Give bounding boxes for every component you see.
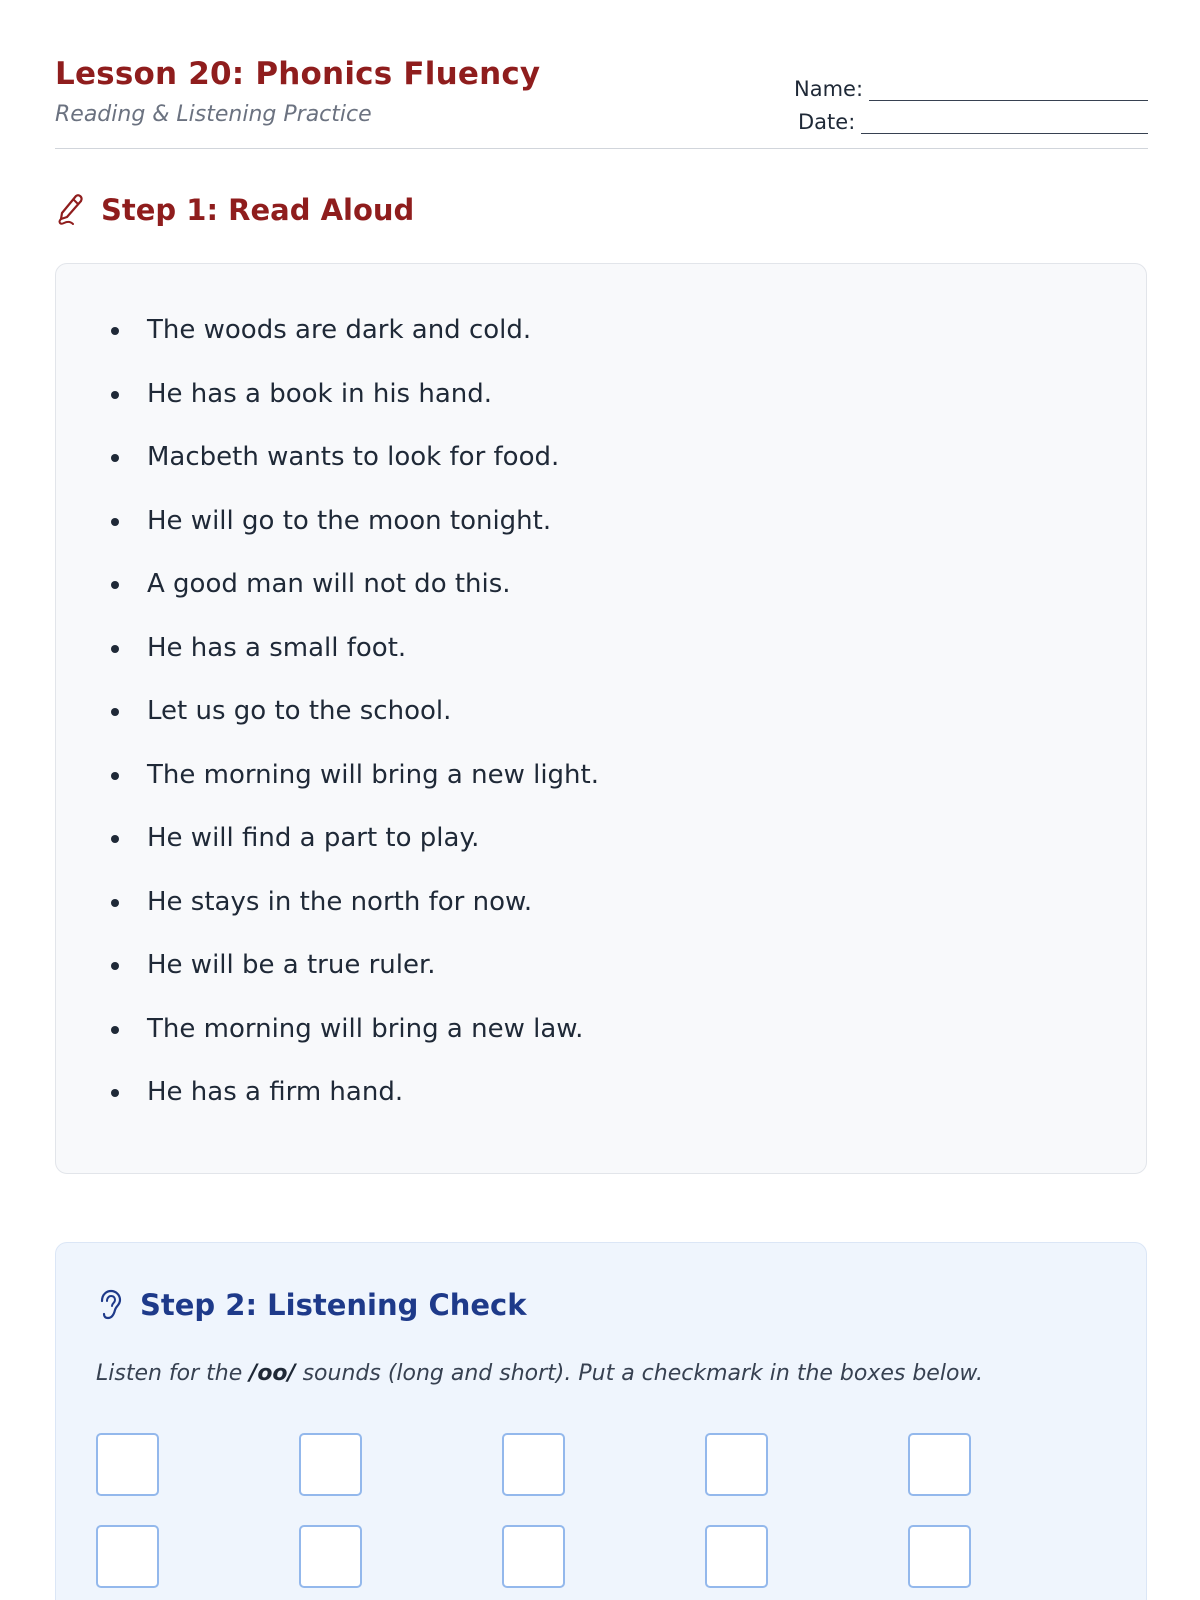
- step2-heading: [96, 1287, 527, 1323]
- worksheet-header: [55, 52, 1148, 149]
- sound-checkbox[interactable]: [299, 1433, 362, 1496]
- sound-checkbox[interactable]: [908, 1525, 971, 1588]
- date-row: [788, 101, 1148, 134]
- sentence-item: He has a firm hand.: [106, 1073, 599, 1137]
- sentence-item: A good man will not do this.: [106, 565, 599, 629]
- step1-title: Step 1: Read Aloud: [101, 193, 415, 227]
- listening-check-box: [55, 1242, 1147, 1600]
- pen-icon: [55, 192, 87, 228]
- student-info: [788, 68, 1148, 134]
- sound-checkbox[interactable]: [96, 1433, 159, 1496]
- sound-checkbox[interactable]: [96, 1525, 159, 1588]
- sentence-item: The woods are dark and cold.: [106, 311, 599, 375]
- ear-icon: [96, 1287, 128, 1323]
- date-label: Date:: [798, 110, 856, 134]
- sentence-item: He will go to the moon tonight.: [106, 502, 599, 566]
- sentence-item: Macbeth wants to look for food.: [106, 438, 599, 502]
- sound-checkbox[interactable]: [908, 1433, 971, 1496]
- sentence-item: Let us go to the school.: [106, 692, 599, 756]
- listening-instructions: [96, 1361, 983, 1386]
- step1-heading: [55, 192, 414, 228]
- sound-checkbox[interactable]: [502, 1525, 565, 1588]
- sentence-item: He has a book in his hand.: [106, 375, 599, 439]
- step2-title: Step 2: Listening Check: [140, 1288, 527, 1322]
- sound-checkbox[interactable]: [502, 1433, 565, 1496]
- sound-checkbox[interactable]: [299, 1525, 362, 1588]
- sentence-item: He will be a true ruler.: [106, 946, 599, 1010]
- checkbox-grid: [96, 1433, 996, 1600]
- sentence-list: [106, 311, 599, 1137]
- sentence-item: The morning will bring a new law.: [106, 1010, 599, 1074]
- sound-checkbox[interactable]: [705, 1525, 768, 1588]
- sentence-item: He has a small foot.: [106, 629, 599, 693]
- instructions-text-before: Listen for the: [96, 1361, 250, 1386]
- sentence-item: He stays in the north for now.: [106, 883, 599, 947]
- instructions-text-after: sounds (long and short). Put a checkmark in the boxes below.: [295, 1361, 983, 1386]
- name-blank[interactable]: [869, 80, 1148, 101]
- page-subtitle: Reading & Listening Practice: [55, 102, 372, 127]
- date-blank[interactable]: [861, 113, 1148, 134]
- sentence-item: He will find a part to play.: [106, 819, 599, 883]
- page-title: Lesson 20: Phonics Fluency: [55, 56, 541, 92]
- sentence-item: The morning will bring a new light.: [106, 756, 599, 820]
- instructions-sound: /oo/: [249, 1361, 296, 1386]
- name-row: [788, 68, 1148, 101]
- read-aloud-box: [55, 263, 1147, 1174]
- sound-checkbox[interactable]: [705, 1433, 768, 1496]
- name-label: Name:: [794, 77, 864, 101]
